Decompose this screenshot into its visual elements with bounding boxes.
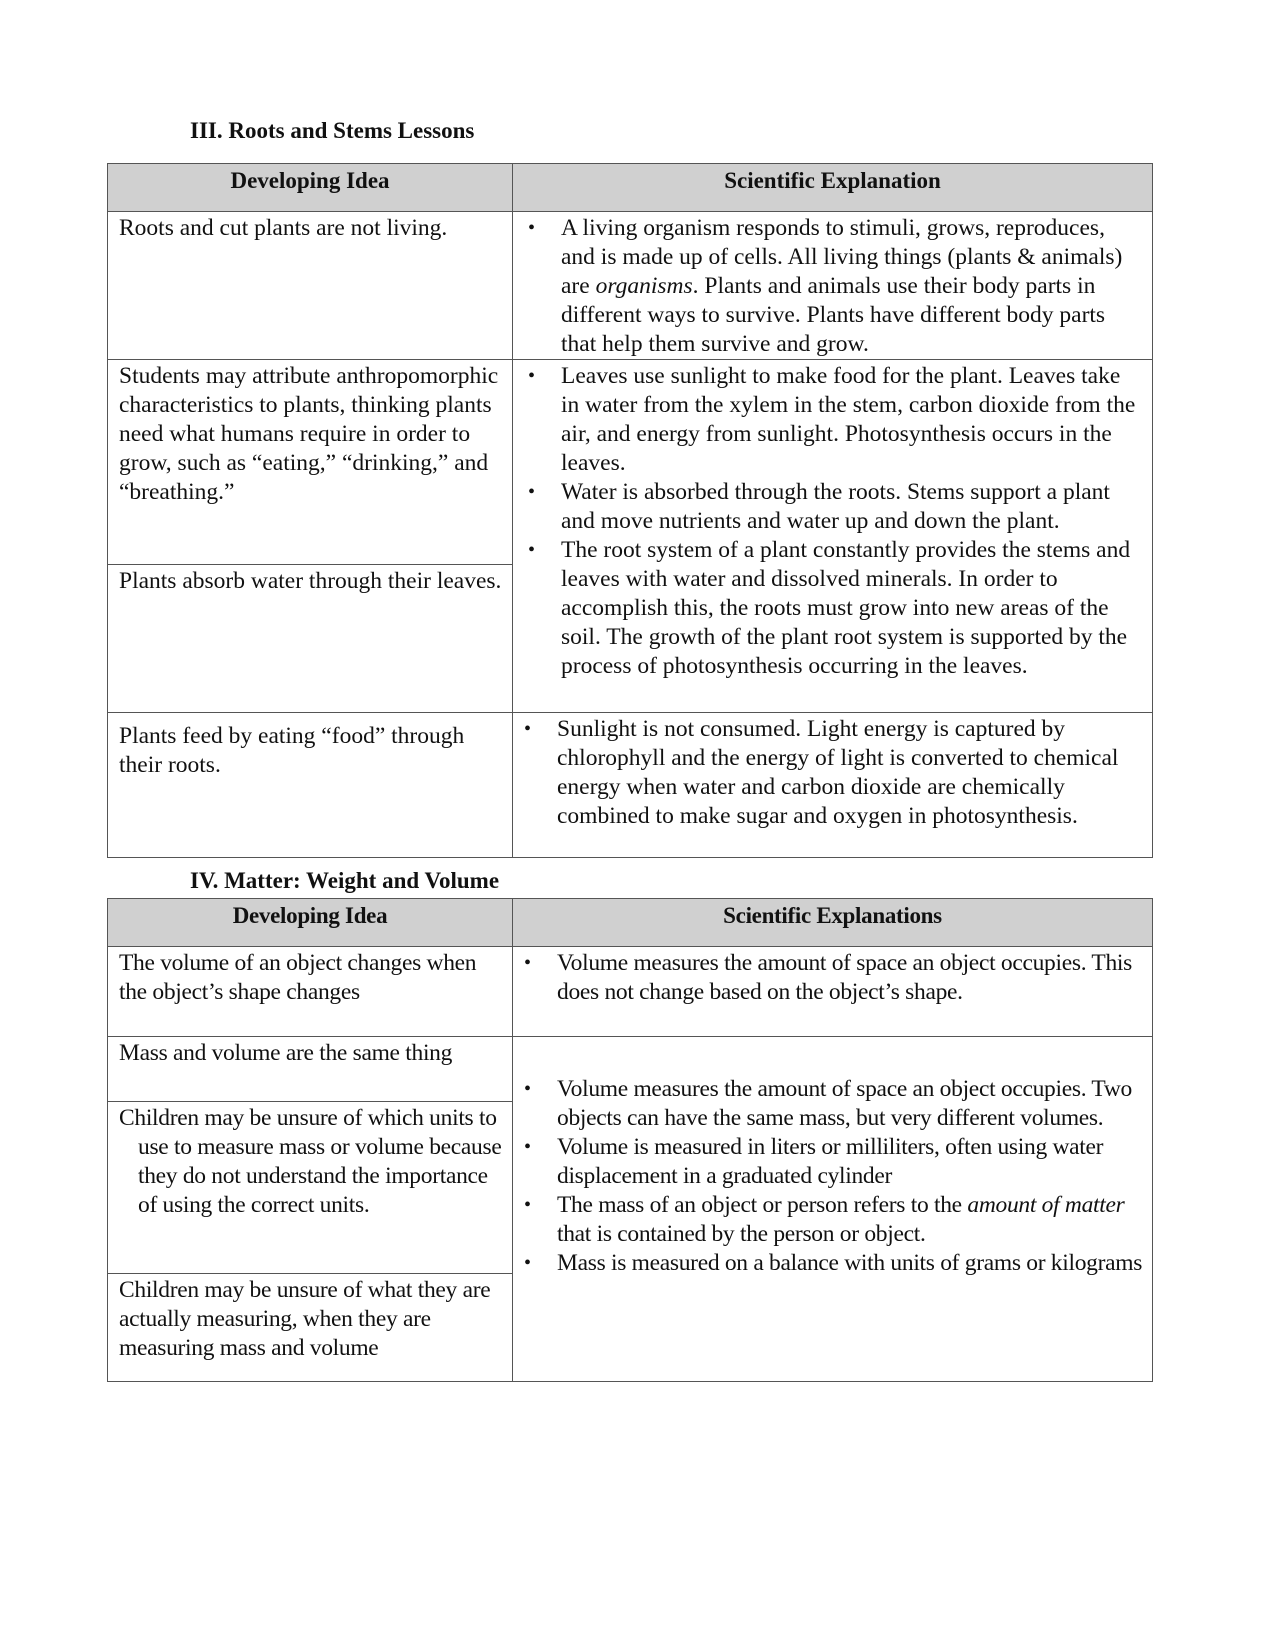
- explanation-cell: [513, 947, 1153, 1037]
- table-row: [108, 713, 1153, 858]
- developing-idea-cell: Mass and volume are the same thing: [108, 1037, 513, 1102]
- table-row: [108, 212, 1153, 360]
- section-4-title: IV. Matter: Weight and Volume: [190, 868, 500, 893]
- developing-idea-cell: Plants absorb water through their leaves.: [108, 565, 513, 713]
- table-header-row: [108, 899, 1153, 947]
- explanation-bullet: • Volume measures the amount of space an object occupies. This does not change based on the object’s shape.: [517, 949, 1144, 1007]
- header-scientific-explanations: Scientific Explanations: [513, 899, 1153, 947]
- developing-idea-cell: Roots and cut plants are not living.: [108, 212, 513, 360]
- table-row: [108, 1037, 1153, 1102]
- roots-stems-table: [107, 163, 1153, 858]
- developing-idea-cell: Children may be unsure of which units to use to measure mass or volume because they do not understand the importance of using the correct units.: [108, 1102, 513, 1274]
- explanation-cell: [513, 212, 1153, 360]
- header-developing-idea: Developing Idea: [108, 164, 513, 212]
- explanation-bullet: • A living organism responds to stimuli, grows, reproduces, and is made up of cells. All living things (plants & animals) are organisms. Plants and animals use their body parts in different ways to survive. Plants have different body parts that help them survive and grow.: [521, 214, 1144, 359]
- explanation-bullet: • Mass is measured on a balance with units of grams or kilograms: [517, 1249, 1144, 1278]
- table-header-row: [108, 164, 1153, 212]
- explanation-bullet: • Water is absorbed through the roots. Stems support a plant and move nutrients and water up and down the plant.: [521, 478, 1144, 536]
- explanation-cell: [513, 1037, 1153, 1382]
- table-row: [108, 947, 1153, 1037]
- developing-idea-cell: Plants feed by eating “food” through their roots.: [108, 713, 513, 858]
- matter-table: [107, 898, 1153, 1382]
- explanation-bullet: • Volume is measured in liters or milliliters, often using water displacement in a graduated cylinder: [517, 1133, 1144, 1191]
- section-3-title: III. Roots and Stems Lessons: [190, 118, 475, 143]
- header-scientific-explanation: Scientific Explanation: [513, 164, 1153, 212]
- developing-idea-cell: The volume of an object changes when the object’s shape changes: [108, 947, 513, 1037]
- explanation-bullet: • Leaves use sunlight to make food for the plant. Leaves take in water from the xylem in the stem, carbon dioxide from the air, and energy from sunlight. Photosynthesis occurs in the leaves.: [521, 362, 1144, 478]
- explanation-cell: [513, 360, 1153, 713]
- explanation-cell: [513, 713, 1153, 858]
- header-developing-idea: Developing Idea: [108, 899, 513, 947]
- explanation-bullet: • The root system of a plant constantly provides the stems and leaves with water and dissolved minerals. In order to accomplish this, the roots must grow into new areas of the soil. The growth of the plant root system is supported by the process of photosynthesis occurring in the leaves.: [521, 536, 1144, 681]
- table-row: [108, 360, 1153, 565]
- developing-idea-cell: Children may be unsure of what they are actually measuring, when they are measuring mass and volume: [108, 1274, 513, 1382]
- explanation-bullet: • Volume measures the amount of space an object occupies. Two objects can have the same mass, but very different volumes.: [517, 1075, 1144, 1133]
- explanation-bullet: • Sunlight is not consumed. Light energy is captured by chlorophyll and the energy of light is converted to chemical energy when water and carbon dioxide are chemically combined to make sugar and oxygen in photosynthesis.: [517, 715, 1144, 831]
- developing-idea-cell: Students may attribute anthropomorphic characteristics to plants, thinking plants need what humans require in order to grow, such as “eating,” “drinking,” and “breathing.”: [108, 360, 513, 565]
- explanation-bullet: • The mass of an object or person refers to the amount of matter that is contained by the person or object.: [517, 1191, 1144, 1249]
